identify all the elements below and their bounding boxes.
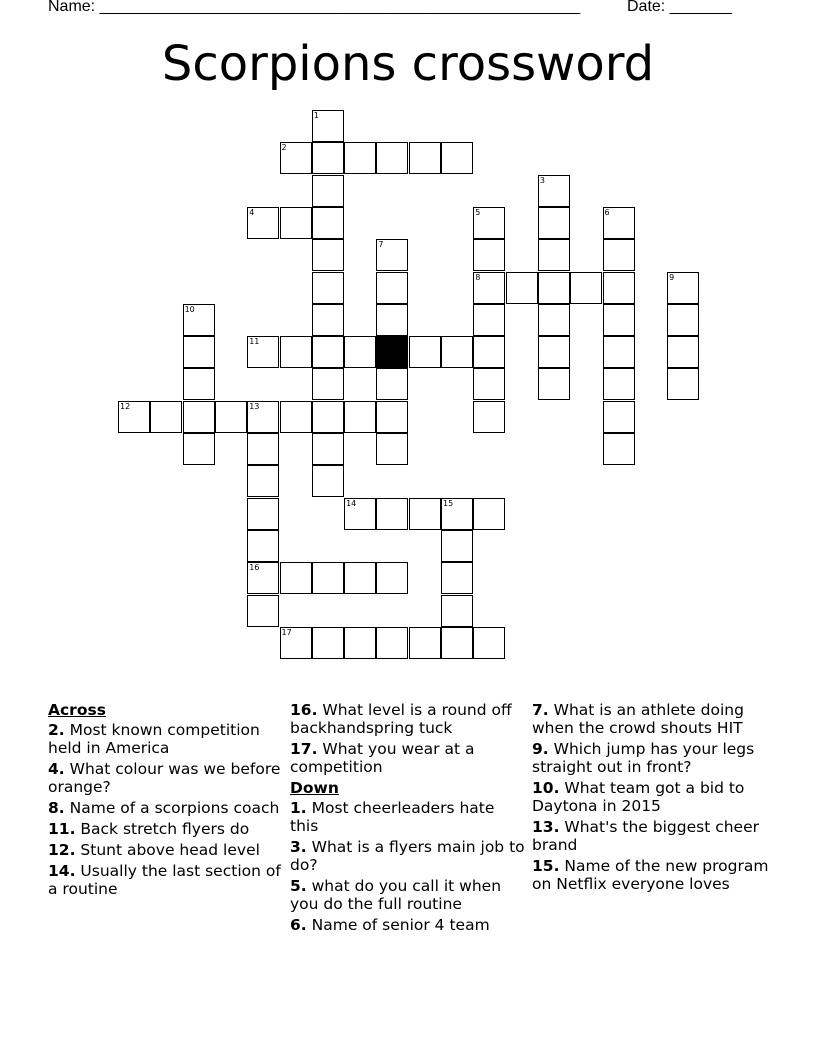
grid-cell[interactable]: [312, 142, 344, 174]
grid-cell[interactable]: [215, 401, 247, 433]
grid-cell[interactable]: [603, 239, 635, 271]
grid-cell[interactable]: [247, 530, 279, 562]
grid-cell[interactable]: [473, 239, 505, 271]
clue-across-4: 4. What colour was we before orange?: [48, 760, 281, 796]
clue-down-6: 6. Name of senior 4 team: [290, 916, 490, 934]
grid-cell[interactable]: [441, 142, 473, 174]
grid-cell[interactable]: [538, 239, 570, 271]
clue-across-12: 12. Stunt above head level: [48, 841, 260, 859]
grid-cell[interactable]: [312, 239, 344, 271]
grid-cell[interactable]: [183, 336, 215, 368]
date-field-label: Date: _______: [627, 0, 732, 15]
grid-cell[interactable]: [538, 304, 570, 336]
grid-cell[interactable]: [280, 401, 312, 433]
clue-across-2: 2. Most known competition held in America: [48, 721, 260, 757]
grid-cell[interactable]: [376, 272, 408, 304]
clue-across-17: 17. What you wear at a competition: [290, 740, 475, 776]
clue-number: 7: [378, 240, 384, 250]
grid-cell[interactable]: [441, 336, 473, 368]
grid-cell[interactable]: [150, 401, 182, 433]
grid-cell[interactable]: [376, 627, 408, 659]
black-cell: [376, 336, 408, 368]
clue-number: 6: [604, 207, 610, 217]
grid-cell[interactable]: [473, 627, 505, 659]
grid-cell[interactable]: [183, 401, 215, 433]
grid-cell[interactable]: [312, 465, 344, 497]
grid-cell[interactable]: [312, 433, 344, 465]
grid-cell[interactable]: [376, 304, 408, 336]
grid-cell[interactable]: [247, 401, 279, 433]
clue-number: 15: [443, 498, 454, 508]
grid-cell[interactable]: [118, 401, 150, 433]
grid-cell[interactable]: [603, 401, 635, 433]
grid-cell[interactable]: [538, 336, 570, 368]
clue-column-3: [532, 701, 772, 896]
grid-cell[interactable]: [473, 368, 505, 400]
grid-cell[interactable]: [538, 272, 570, 304]
grid-cell[interactable]: [603, 304, 635, 336]
grid-cell[interactable]: [441, 562, 473, 594]
grid-cell[interactable]: [312, 401, 344, 433]
clue-across-11: 11. Back stretch flyers do: [48, 820, 250, 838]
grid-cell[interactable]: [409, 498, 441, 530]
grid-cell[interactable]: [247, 207, 279, 239]
clue-across-8: 8. Name of a scorpions coach: [48, 799, 280, 817]
grid-cell[interactable]: [376, 433, 408, 465]
grid-cell[interactable]: [280, 336, 312, 368]
clue-number: 16: [249, 563, 260, 573]
clue-column-2: [290, 701, 526, 937]
grid-cell[interactable]: [538, 368, 570, 400]
grid-cell[interactable]: [667, 304, 699, 336]
grid-cell[interactable]: [376, 498, 408, 530]
grid-cell[interactable]: [280, 627, 312, 659]
grid-cell[interactable]: [247, 562, 279, 594]
across-heading: Across: [48, 701, 106, 719]
grid-cell[interactable]: [247, 433, 279, 465]
grid-cell[interactable]: [441, 530, 473, 562]
grid-cell[interactable]: [344, 401, 376, 433]
grid-cell[interactable]: [409, 627, 441, 659]
clue-down-3: 3. What is a flyers main job to do?: [290, 838, 525, 874]
grid-cell[interactable]: [312, 272, 344, 304]
grid-cell[interactable]: [603, 272, 635, 304]
grid-cell[interactable]: [247, 498, 279, 530]
grid-cell[interactable]: [473, 207, 505, 239]
grid-cell[interactable]: [667, 368, 699, 400]
grid-cell[interactable]: [473, 304, 505, 336]
grid-cell[interactable]: [441, 627, 473, 659]
grid-cell[interactable]: [376, 142, 408, 174]
grid-cell[interactable]: [667, 336, 699, 368]
grid-cell[interactable]: [312, 110, 344, 142]
grid-cell[interactable]: [603, 368, 635, 400]
grid-cell[interactable]: [603, 433, 635, 465]
clue-number: 8: [475, 272, 481, 282]
grid-cell[interactable]: [409, 336, 441, 368]
clue-number: 10: [184, 304, 195, 314]
clue-number: 4: [249, 207, 255, 217]
clue-number: 14: [346, 498, 357, 508]
grid-cell[interactable]: [344, 142, 376, 174]
clue-number: 5: [475, 207, 481, 217]
grid-cell[interactable]: [344, 336, 376, 368]
clue-number: 9: [669, 272, 675, 282]
grid-cell[interactable]: [312, 627, 344, 659]
clue-number: 12: [120, 401, 131, 411]
grid-cell[interactable]: [312, 304, 344, 336]
clue-number: 2: [281, 143, 287, 153]
down-heading: Down: [290, 779, 339, 797]
grid-cell[interactable]: [603, 336, 635, 368]
grid-cell[interactable]: [344, 498, 376, 530]
clue-number: 11: [249, 337, 260, 347]
clue-down-10: 10. What team got a bid to Daytona in 2015: [532, 779, 745, 815]
clue-down-9: 9. Which jump has your legs straight out in front?: [532, 740, 755, 776]
grid-cell[interactable]: [376, 368, 408, 400]
grid-cell[interactable]: [376, 401, 408, 433]
grid-cell[interactable]: [280, 142, 312, 174]
clue-down-5: 5. what do you call it when you do the full routine: [290, 877, 502, 913]
grid-cell[interactable]: [312, 562, 344, 594]
grid-cell[interactable]: [473, 336, 505, 368]
grid-cell[interactable]: [312, 175, 344, 207]
grid-cell[interactable]: [473, 401, 505, 433]
grid-cell[interactable]: [376, 239, 408, 271]
clue-number: 13: [249, 401, 260, 411]
grid-cell[interactable]: [247, 465, 279, 497]
grid-cell[interactable]: [312, 336, 344, 368]
name-field-label: Name: ______________________________________________________: [48, 0, 581, 15]
clue-column-1: [48, 701, 284, 901]
grid-cell[interactable]: [473, 498, 505, 530]
grid-cell[interactable]: [344, 562, 376, 594]
grid-cell[interactable]: [280, 207, 312, 239]
clue-number: 1: [313, 111, 319, 120]
grid-cell[interactable]: [441, 595, 473, 627]
clue-number: 17: [281, 627, 292, 637]
grid-cell[interactable]: [247, 595, 279, 627]
grid-cell[interactable]: [183, 368, 215, 400]
grid-cell[interactable]: [247, 336, 279, 368]
grid-cell[interactable]: [441, 498, 473, 530]
clue-down-7: 7. What is an athlete doing when the crowd shouts HIT: [532, 701, 744, 737]
grid-cell[interactable]: [183, 433, 215, 465]
grid-cell[interactable]: [667, 272, 699, 304]
grid-cell[interactable]: [570, 272, 602, 304]
grid-cell[interactable]: [312, 207, 344, 239]
grid-cell[interactable]: [280, 562, 312, 594]
grid-cell[interactable]: [409, 142, 441, 174]
grid-cell[interactable]: [538, 207, 570, 239]
clue-across-16: 16. What level is a round off backhandspring tuck: [290, 701, 512, 737]
grid-cell[interactable]: [506, 272, 538, 304]
grid-cell[interactable]: [183, 304, 215, 336]
grid-cell[interactable]: [603, 207, 635, 239]
page-title: Scorpions crossword: [161, 36, 655, 92]
clue-down-13: 13. What's the biggest cheer brand: [532, 818, 759, 854]
grid-cell[interactable]: [344, 627, 376, 659]
grid-cell[interactable]: [473, 272, 505, 304]
clue-across-14: 14. Usually the last section of a routine: [48, 862, 281, 898]
grid-cell[interactable]: [376, 562, 408, 594]
clue-down-15: 15. Name of the new program on Netflix everyone loves: [532, 857, 769, 893]
clue-number: 3: [539, 175, 545, 185]
grid-cell[interactable]: [538, 175, 570, 207]
grid-cell[interactable]: [312, 368, 344, 400]
clue-down-1: 1. Most cheerleaders hate this: [290, 799, 495, 835]
